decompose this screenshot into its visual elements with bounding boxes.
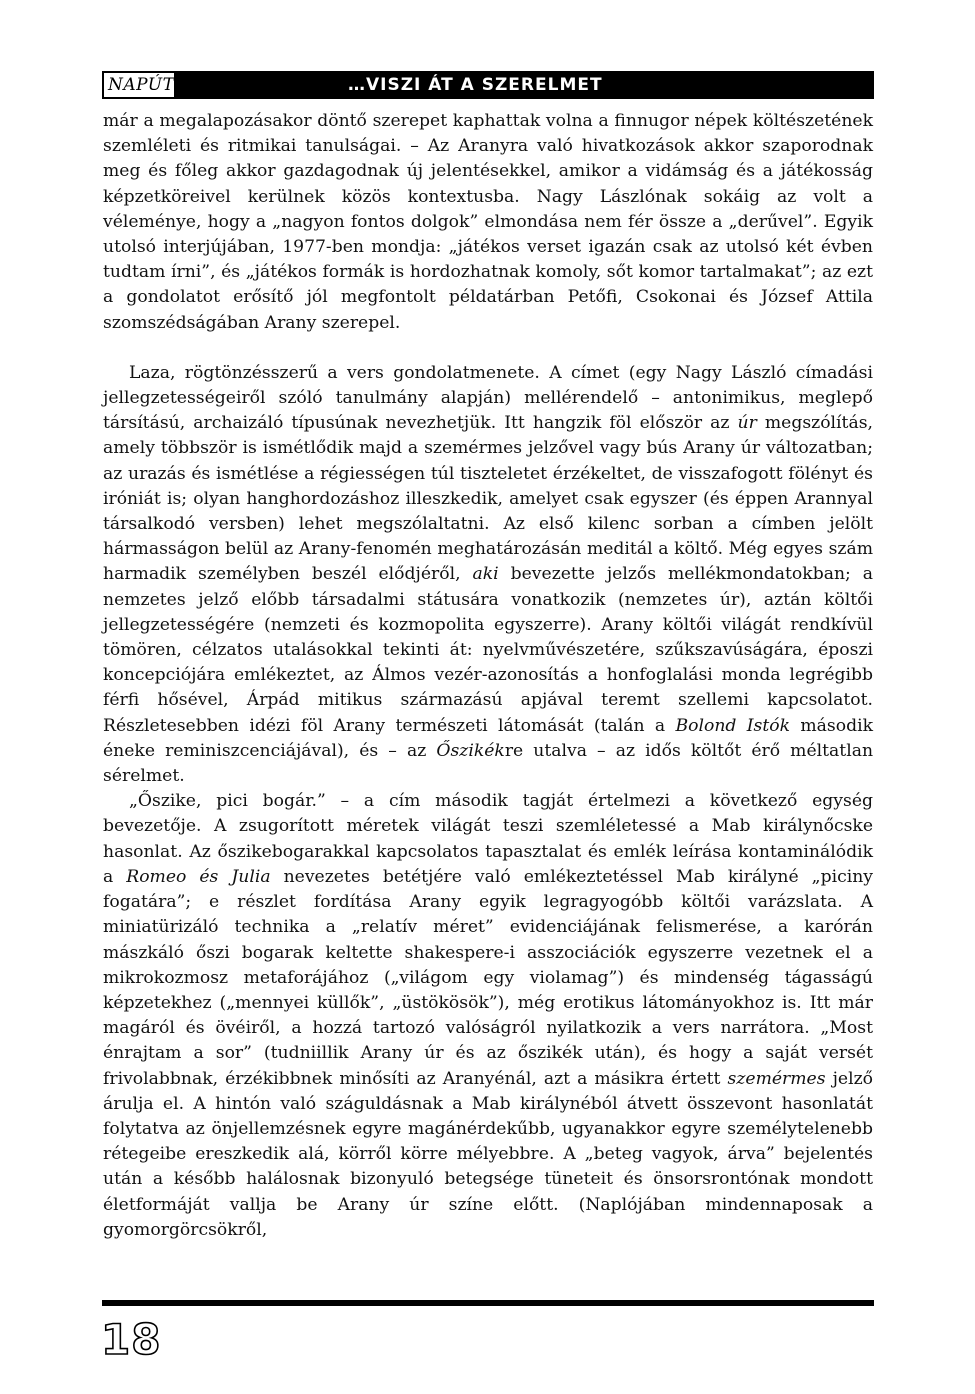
italic-text-segment: Bolond Istók xyxy=(675,715,791,736)
paragraph-1 xyxy=(103,109,873,336)
text-segment: nevezetes betétjére való emlékeztetéssel Mab királyné „piciny fogatára”; e részlet fordítása Arany egyik legragyogóbb költői varázslata. A miniatürizáló technika a „relatív méret” evidenciájának felismerése, a karórán mászkáló őszi bogarak keltette shakespere-i asszociációk egyszerre vezetnek el a mikrokozmosz metaforájához („világom egy violamag”) és mindenség tágasságú képzetekhez („mennyei küllők”, „üstökösök”), még erotikus látományokhoz is. Itt már magáról és övéiről, a hozzá tartozó valóságról nyilatkozik a vers narrátora. „Most énrajtam a sor” (tudniillik Arany úr és az őszikék után), és hogy a saját versét frivolabbnak, érzékibbnek minősíti az Aranyénál, azt a másikra értett xyxy=(103,866,873,1089)
text-segment: már a megalapozásakor döntő szerepet kaphattak volna a finnugor népek költészetének szemléleti és ritmikai tanulságai. – Az Aranyra való hivatkozások akkor szaporodnak meg és főleg akkor gazdagodnak új jelentésekkel, amikor a vidámság és a játékosság képzetköreivel kerülnek közös kontextusba. Nagy Lászlónak sokáig az volt a véleménye, hogy a „nagyon fontos dolgok” elmondása nem fér össze a „derűvel”. Egyik utolsó interjújában, 1977-ben mondja: „játékos verset igazán csak az utolsó két évben tudtam írni”, és „játékos formák is hordozhatnak komoly, sőt komor tartalmakat”; az ezt a gondolatot erősítő jól megfontolt példatárban Petőfi, Csokonai és József Attila szomszédságában Arany szerepel. xyxy=(103,111,873,333)
article-body xyxy=(103,109,873,1243)
paragraph-3 xyxy=(103,789,873,1243)
paragraph-gap xyxy=(103,336,873,361)
italic-text-segment: úr xyxy=(737,413,757,434)
running-header-title: …VISZI ÁT A SZERELMET xyxy=(348,75,603,95)
text-segment: Laza, rögtönzésszerű a vers gondolatmenete. A címet (egy Nagy László címadási jellegzetességeiről szóló tanulmány alapján) mellérendelő – antonimikus, meglepő társítású, archaizáló típusúnak nevezhetjük. Itt hangzik föl először az xyxy=(103,362,873,434)
italic-text-segment: Romeo és Julia xyxy=(126,866,271,887)
paragraph-2 xyxy=(103,361,873,789)
italic-text-segment: szemérmes xyxy=(727,1068,826,1089)
text-segment: jelző árulja el. A hintón való száguldásnak a Mab királynéból átvett összevont hasonlatát folytatva az önjellemzésnek egyre magánérdekűbb, ugyanakkor egyre személytelenebb rétegeibe ereszkedik alá, körről körre mélyebbre. A „beteg vagyok, árva” bejelentés után a később halálosnak bizonyuló betegsége tüneteit és önsorsrontónak mondott életformáját vallja be Arany úr színe előtt. (Naplójában mindennaposak a gyomorgörcsökről, xyxy=(103,1068,873,1240)
running-header xyxy=(102,71,874,99)
footer-rule xyxy=(102,1300,874,1306)
page-number: 18 xyxy=(101,1315,162,1364)
text-segment: második éneke reminiszcenciájával), és – az xyxy=(103,715,874,761)
journal-logo: NAPÚT xyxy=(104,73,176,97)
text-segment: bevezette jelzős mellékmondatokban; a nemzetes jelző előbb társadalmi státusára vonatkozik (nemzetes úr), aztán költői jellegzetességére (nemzeti és kozmopolita egyszerre). Arany költői világát rendkívül tömören, célzatos utalásokkal tekinti át: nyelvművészetére, szűkszavúságára, époszi koncepciójára emlékeztet, az Álmos vezér-azonosítás a honfoglalási monda legrégibb férfi hősével, Árpád mitikus származású apjával teremt szellemi kapcsolatot. Részletesebben idézi föl Arany természeti látomását (talán a xyxy=(103,564,873,736)
italic-text-segment: Őszikék xyxy=(436,740,505,761)
text-segment: „Őszike, pici bogár.” – a cím második tagját értelmezi a következő egység bevezetője. A zsugorított méretek világát teszi szemléletessé a Mab királynőcske hasonlat. Az őszikebogarakkal kapcsolatos tapasztalat és emlék leírása kontaminálódik a xyxy=(103,791,873,887)
text-segment: re utalva – az idős költőt érő méltatlan sérelmet. xyxy=(103,740,874,787)
italic-text-segment: aki xyxy=(472,564,499,585)
text-segment: megszólítás, amely többször is ismétlődik majd a szemérmes jelzővel vagy bús Arany úr változatban; az urazás és ismétlése a régiességen túl tiszteletet érzékeltet, de visszafogott fölényt és iróniát is; olyan hanghordozáshoz illeszkedik, amelyet csak egyszer (és éppen Arannyal társalkodó versben) lehet megszólaltatni. Az első kilenc sorban a címben jelölt hármasságon belül az Arany-fenomén meghatározásán meditál a költő. Még egyes szám harmadik személyben beszél elődjéről, xyxy=(103,413,873,585)
